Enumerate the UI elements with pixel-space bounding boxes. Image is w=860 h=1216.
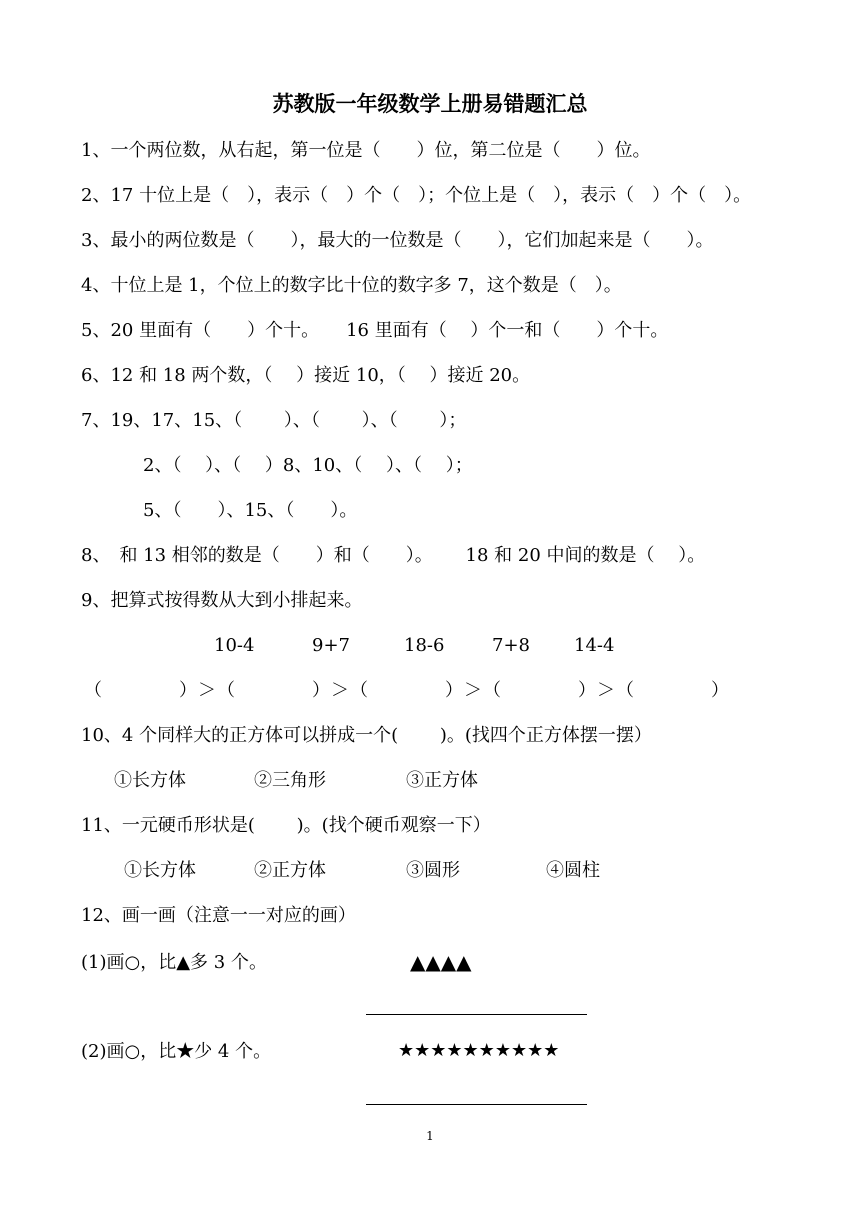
question-8: 8、 和 13 相邻的数是（ ）和（ ）。 18 和 20 中间的数是（ ）。 — [81, 545, 706, 566]
question-6: 6、12 和 18 两个数，（ ）接近 10，（ ）接近 20。 — [81, 365, 531, 386]
question-7-line-1: 7、19、17、15、（ ）、（ ）、（ ）； — [81, 410, 467, 431]
question-2: 2、17 十位上是（ ），表示（ ）个（ ）；个位上是（ ），表示（ ）个（ ）。 — [81, 185, 752, 206]
q11-option: ②正方体 — [254, 860, 326, 881]
page-number: 1 — [426, 1129, 434, 1143]
answer-line — [366, 1014, 587, 1015]
question-3: 3、最小的两位数是（ ），最大的一位数是（ ），它们加起来是（ ）。 — [81, 230, 714, 251]
q12-part-2-label: (2)画○，比★少 4 个。 — [81, 1041, 272, 1062]
question-7-line-2: 2、（ ）、（ ）8、10、（ ）、（ ）； — [143, 455, 473, 476]
q9-answer-blanks: （ ）＞（ ）＞（ ）＞（ ）＞（ ） — [84, 680, 730, 701]
q10-option: ③正方体 — [406, 770, 478, 791]
q9-expression: 18-6 — [404, 635, 445, 656]
q11-option: ①长方体 — [124, 860, 196, 881]
q12-part-1-label: (1)画○，比▲多 3 个。 — [81, 952, 267, 973]
question-11: 11、一元硬币形状是( )。(找个硬币观察一下） — [81, 815, 491, 836]
q9-expression: 7+8 — [492, 635, 530, 656]
star-icon: ★★★★★★★★★★ — [398, 1040, 560, 1061]
question-4: 4、十位上是 1，个位上的数字比十位的数字多 7，这个数是（ ）。 — [81, 275, 622, 296]
q10-option: ①长方体 — [114, 770, 186, 791]
question-9: 9、把算式按得数从大到小排起来。 — [81, 590, 363, 611]
q9-expression: 9+7 — [312, 635, 350, 656]
question-7-line-3: 5、（ ）、15、（ ）。 — [143, 500, 358, 521]
q9-expression: 10-4 — [214, 635, 255, 656]
question-12: 12、画一画（注意一一对应的画） — [81, 905, 356, 926]
question-1: 1、一个两位数，从右起，第一位是（ ）位，第二位是（ ）位。 — [81, 140, 651, 161]
triangle-icon: ▲▲▲▲ — [410, 950, 472, 974]
page-title: 苏教版一年级数学上册易错题汇总 — [272, 91, 588, 116]
answer-line — [366, 1104, 587, 1105]
q11-option: ④圆柱 — [546, 860, 600, 881]
q11-option: ③圆形 — [406, 860, 460, 881]
question-10: 10、4 个同样大的正方体可以拼成一个( )。(找四个正方体摆一摆） — [81, 725, 652, 746]
q10-option: ②三角形 — [254, 770, 326, 791]
question-5: 5、20 里面有（ ）个十。 16 里面有（ ）个一和（ ）个十。 — [81, 320, 669, 341]
q9-expression: 14-4 — [574, 635, 615, 656]
